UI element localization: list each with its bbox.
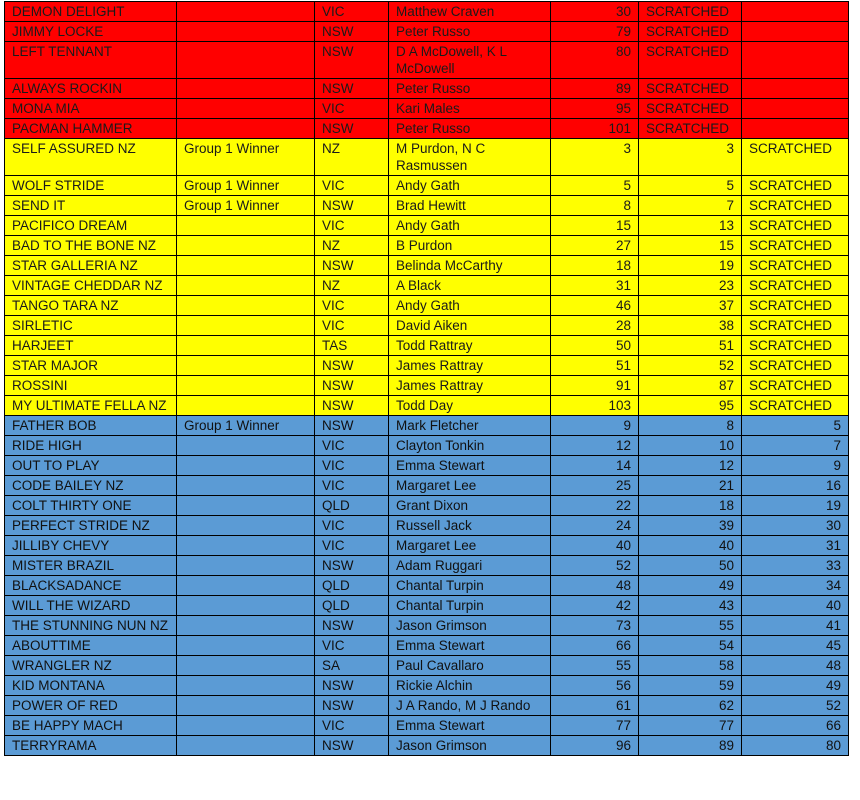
rank-3-cell: 48 [742, 656, 849, 676]
rank-1-cell: 42 [551, 596, 639, 616]
note-cell [177, 119, 315, 139]
rank-3-cell: SCRATCHED [742, 236, 849, 256]
horse-name-cell: MISTER BRAZIL [5, 556, 177, 576]
note-cell [177, 256, 315, 276]
horse-name-cell: MONA MIA [5, 99, 177, 119]
rank-1-cell: 27 [551, 236, 639, 256]
rank-1-cell: 96 [551, 736, 639, 756]
table-row [5, 176, 849, 196]
rank-3-cell: 16 [742, 476, 849, 496]
rank-1-cell: 95 [551, 99, 639, 119]
horse-name-cell: WRANGLER NZ [5, 656, 177, 676]
rank-1-cell: 24 [551, 516, 639, 536]
trainer-cell: Adam Ruggari [389, 556, 551, 576]
horse-name-cell: PACMAN HAMMER [5, 119, 177, 139]
rank-2-cell: SCRATCHED [639, 42, 742, 79]
table-row [5, 99, 849, 119]
note-cell [177, 656, 315, 676]
note-cell [177, 716, 315, 736]
rank-2-cell: 13 [639, 216, 742, 236]
table-row [5, 336, 849, 356]
state-cell: NSW [315, 376, 389, 396]
trainer-cell: James Rattray [389, 356, 551, 376]
rank-3-cell: SCRATCHED [742, 356, 849, 376]
trainer-cell: Russell Jack [389, 516, 551, 536]
rank-2-cell: 8 [639, 416, 742, 436]
trainer-cell: Emma Stewart [389, 716, 551, 736]
state-cell: NSW [315, 616, 389, 636]
rank-3-cell: 33 [742, 556, 849, 576]
note-cell [177, 336, 315, 356]
table-row [5, 596, 849, 616]
horse-name-cell: PACIFICO DREAM [5, 216, 177, 236]
rank-2-cell: 52 [639, 356, 742, 376]
table-row [5, 139, 849, 176]
horse-name-cell: SEND IT [5, 196, 177, 216]
rank-2-cell: 55 [639, 616, 742, 636]
note-cell: Group 1 Winner [177, 139, 315, 176]
rank-2-cell: 89 [639, 736, 742, 756]
table-row [5, 2, 849, 22]
rank-1-cell: 66 [551, 636, 639, 656]
table-row [5, 22, 849, 42]
table-row [5, 196, 849, 216]
note-cell [177, 436, 315, 456]
state-cell: VIC [315, 476, 389, 496]
state-cell: NZ [315, 139, 389, 176]
horse-name-cell: CODE BAILEY NZ [5, 476, 177, 496]
rank-1-cell: 50 [551, 336, 639, 356]
rank-3-cell: SCRATCHED [742, 176, 849, 196]
horse-name-cell: COLT THIRTY ONE [5, 496, 177, 516]
note-cell [177, 42, 315, 79]
state-cell: VIC [315, 456, 389, 476]
rank-1-cell: 55 [551, 656, 639, 676]
state-cell: QLD [315, 596, 389, 616]
horse-name-cell: ALWAYS ROCKIN [5, 79, 177, 99]
rank-1-cell: 73 [551, 616, 639, 636]
table-row [5, 296, 849, 316]
note-cell [177, 636, 315, 656]
rank-2-cell: 5 [639, 176, 742, 196]
trainer-cell: Peter Russo [389, 119, 551, 139]
rank-1-cell: 30 [551, 2, 639, 22]
rank-1-cell: 14 [551, 456, 639, 476]
rank-2-cell: 18 [639, 496, 742, 516]
rank-1-cell: 25 [551, 476, 639, 496]
rank-1-cell: 40 [551, 536, 639, 556]
state-cell: NSW [315, 42, 389, 79]
horse-name-cell: OUT TO PLAY [5, 456, 177, 476]
note-cell [177, 99, 315, 119]
note-cell [177, 316, 315, 336]
rank-2-cell: 7 [639, 196, 742, 216]
table-row [5, 436, 849, 456]
note-cell [177, 516, 315, 536]
horse-name-cell: JILLIBY CHEVY [5, 536, 177, 556]
rank-3-cell: 80 [742, 736, 849, 756]
trainer-cell: Grant Dixon [389, 496, 551, 516]
rank-3-cell: SCRATCHED [742, 276, 849, 296]
horse-name-cell: BE HAPPY MACH [5, 716, 177, 736]
horse-name-cell: VINTAGE CHEDDAR NZ [5, 276, 177, 296]
horse-name-cell: STAR GALLERIA NZ [5, 256, 177, 276]
rank-1-cell: 91 [551, 376, 639, 396]
state-cell: NSW [315, 676, 389, 696]
state-cell: SA [315, 656, 389, 676]
trainer-cell: D A McDowell, K L McDowell [389, 42, 551, 79]
note-cell [177, 216, 315, 236]
rank-2-cell: 59 [639, 676, 742, 696]
rank-1-cell: 28 [551, 316, 639, 336]
rank-3-cell: SCRATCHED [742, 316, 849, 336]
table-row [5, 356, 849, 376]
note-cell [177, 376, 315, 396]
note-cell [177, 576, 315, 596]
table-row [5, 516, 849, 536]
rank-3-cell: SCRATCHED [742, 256, 849, 276]
rank-2-cell: 10 [639, 436, 742, 456]
rank-2-cell: SCRATCHED [639, 99, 742, 119]
trainer-cell: Andy Gath [389, 296, 551, 316]
state-cell: NSW [315, 119, 389, 139]
rank-1-cell: 5 [551, 176, 639, 196]
horse-name-cell: ROSSINI [5, 376, 177, 396]
rank-3-cell: 52 [742, 696, 849, 716]
rank-1-cell: 79 [551, 22, 639, 42]
rank-1-cell: 103 [551, 396, 639, 416]
trainer-cell: David Aiken [389, 316, 551, 336]
state-cell: NSW [315, 416, 389, 436]
trainer-cell: Jason Grimson [389, 736, 551, 756]
state-cell: NSW [315, 556, 389, 576]
rank-1-cell: 3 [551, 139, 639, 176]
note-cell [177, 456, 315, 476]
rank-3-cell [742, 79, 849, 99]
table-row [5, 256, 849, 276]
state-cell: NSW [315, 736, 389, 756]
note-cell [177, 476, 315, 496]
rank-1-cell: 61 [551, 696, 639, 716]
state-cell: VIC [315, 536, 389, 556]
state-cell: VIC [315, 636, 389, 656]
note-cell: Group 1 Winner [177, 196, 315, 216]
trainer-cell: Emma Stewart [389, 456, 551, 476]
rank-2-cell: SCRATCHED [639, 119, 742, 139]
note-cell: Group 1 Winner [177, 176, 315, 196]
rank-3-cell [742, 42, 849, 79]
rank-2-cell: 37 [639, 296, 742, 316]
rank-1-cell: 9 [551, 416, 639, 436]
rank-3-cell: SCRATCHED [742, 396, 849, 416]
table-row [5, 636, 849, 656]
state-cell: VIC [315, 176, 389, 196]
table-row [5, 236, 849, 256]
rank-2-cell: 49 [639, 576, 742, 596]
rank-2-cell: 58 [639, 656, 742, 676]
state-cell: VIC [315, 216, 389, 236]
table-row [5, 536, 849, 556]
note-cell [177, 596, 315, 616]
horse-name-cell: SIRLETIC [5, 316, 177, 336]
horse-name-cell: WILL THE WIZARD [5, 596, 177, 616]
table-row [5, 556, 849, 576]
trainer-cell: Emma Stewart [389, 636, 551, 656]
trainer-cell: Chantal Turpin [389, 596, 551, 616]
table-row [5, 736, 849, 756]
table-row [5, 416, 849, 436]
rank-2-cell: SCRATCHED [639, 2, 742, 22]
horse-name-cell: THE STUNNING NUN NZ [5, 616, 177, 636]
state-cell: NZ [315, 276, 389, 296]
rank-1-cell: 31 [551, 276, 639, 296]
note-cell [177, 556, 315, 576]
rank-3-cell: SCRATCHED [742, 216, 849, 236]
rank-1-cell: 77 [551, 716, 639, 736]
rank-3-cell: 49 [742, 676, 849, 696]
table-row [5, 476, 849, 496]
note-cell [177, 2, 315, 22]
table-row [5, 496, 849, 516]
state-cell: VIC [315, 296, 389, 316]
rank-3-cell: 40 [742, 596, 849, 616]
rank-1-cell: 18 [551, 256, 639, 276]
rank-3-cell: SCRATCHED [742, 296, 849, 316]
rank-2-cell: 19 [639, 256, 742, 276]
rank-2-cell: 87 [639, 376, 742, 396]
note-cell [177, 276, 315, 296]
rank-3-cell: 5 [742, 416, 849, 436]
horse-name-cell: LEFT TENNANT [5, 42, 177, 79]
state-cell: VIC [315, 316, 389, 336]
rank-3-cell: SCRATCHED [742, 196, 849, 216]
rank-3-cell: 30 [742, 516, 849, 536]
rank-3-cell [742, 2, 849, 22]
trainer-cell: Peter Russo [389, 22, 551, 42]
note-cell [177, 536, 315, 556]
trainer-cell: Kari Males [389, 99, 551, 119]
horse-name-cell: POWER OF RED [5, 696, 177, 716]
note-cell [177, 22, 315, 42]
state-cell: QLD [315, 496, 389, 516]
trainer-cell: A Black [389, 276, 551, 296]
trainer-cell: Margaret Lee [389, 536, 551, 556]
rank-2-cell: 40 [639, 536, 742, 556]
trainer-cell: B Purdon [389, 236, 551, 256]
table-row [5, 119, 849, 139]
table-row [5, 616, 849, 636]
trainer-cell: Peter Russo [389, 79, 551, 99]
state-cell: VIC [315, 436, 389, 456]
note-cell [177, 496, 315, 516]
rank-1-cell: 80 [551, 42, 639, 79]
table-row [5, 79, 849, 99]
rank-2-cell: 51 [639, 336, 742, 356]
note-cell [177, 236, 315, 256]
horse-name-cell: TANGO TARA NZ [5, 296, 177, 316]
trainer-cell: James Rattray [389, 376, 551, 396]
rank-3-cell [742, 99, 849, 119]
horse-name-cell: MY ULTIMATE FELLA NZ [5, 396, 177, 416]
trainer-cell: Matthew Craven [389, 2, 551, 22]
state-cell: NSW [315, 79, 389, 99]
state-cell: VIC [315, 716, 389, 736]
trainer-cell: Mark Fletcher [389, 416, 551, 436]
trainer-cell: Paul Cavallaro [389, 656, 551, 676]
horse-name-cell: ABOUTTIME [5, 636, 177, 656]
rank-3-cell: 45 [742, 636, 849, 656]
note-cell: Group 1 Winner [177, 416, 315, 436]
rank-3-cell: 34 [742, 576, 849, 596]
rank-3-cell: SCRATCHED [742, 336, 849, 356]
note-cell [177, 79, 315, 99]
rank-3-cell: 9 [742, 456, 849, 476]
rank-2-cell: 39 [639, 516, 742, 536]
horse-name-cell: WOLF STRIDE [5, 176, 177, 196]
rank-3-cell: 31 [742, 536, 849, 556]
rank-3-cell: 7 [742, 436, 849, 456]
state-cell: NSW [315, 22, 389, 42]
state-cell: NZ [315, 236, 389, 256]
rank-1-cell: 22 [551, 496, 639, 516]
rank-3-cell: SCRATCHED [742, 376, 849, 396]
rank-2-cell: 43 [639, 596, 742, 616]
entries-table [4, 1, 849, 756]
table-row [5, 376, 849, 396]
note-cell [177, 616, 315, 636]
horse-name-cell: KID MONTANA [5, 676, 177, 696]
trainer-cell: M Purdon, N C Rasmussen [389, 139, 551, 176]
note-cell [177, 696, 315, 716]
trainer-cell: Jason Grimson [389, 616, 551, 636]
state-cell: VIC [315, 99, 389, 119]
rank-2-cell: 62 [639, 696, 742, 716]
rank-3-cell: SCRATCHED [742, 139, 849, 176]
rank-1-cell: 52 [551, 556, 639, 576]
horse-name-cell: JIMMY LOCKE [5, 22, 177, 42]
trainer-cell: Andy Gath [389, 216, 551, 236]
horse-name-cell: HARJEET [5, 336, 177, 356]
table-row [5, 656, 849, 676]
horse-name-cell: DEMON DELIGHT [5, 2, 177, 22]
note-cell [177, 676, 315, 696]
note-cell [177, 296, 315, 316]
state-cell: NSW [315, 196, 389, 216]
rank-2-cell: SCRATCHED [639, 79, 742, 99]
rank-3-cell: 41 [742, 616, 849, 636]
rank-3-cell: 66 [742, 716, 849, 736]
note-cell [177, 356, 315, 376]
trainer-cell: Rickie Alchin [389, 676, 551, 696]
rank-2-cell: 21 [639, 476, 742, 496]
rank-1-cell: 15 [551, 216, 639, 236]
table-row [5, 396, 849, 416]
state-cell: TAS [315, 336, 389, 356]
horse-name-cell: RIDE HIGH [5, 436, 177, 456]
rank-2-cell: 95 [639, 396, 742, 416]
trainer-cell: Clayton Tonkin [389, 436, 551, 456]
note-cell [177, 396, 315, 416]
rank-2-cell: 15 [639, 236, 742, 256]
rank-2-cell: 3 [639, 139, 742, 176]
horse-name-cell: PERFECT STRIDE NZ [5, 516, 177, 536]
table-row [5, 716, 849, 736]
rank-1-cell: 48 [551, 576, 639, 596]
rank-1-cell: 56 [551, 676, 639, 696]
state-cell: NSW [315, 356, 389, 376]
table-row [5, 456, 849, 476]
table-row [5, 216, 849, 236]
rank-1-cell: 12 [551, 436, 639, 456]
rank-2-cell: 12 [639, 456, 742, 476]
rank-1-cell: 101 [551, 119, 639, 139]
state-cell: NSW [315, 256, 389, 276]
rank-2-cell: 54 [639, 636, 742, 656]
rank-2-cell: 23 [639, 276, 742, 296]
state-cell: NSW [315, 696, 389, 716]
horse-name-cell: SELF ASSURED NZ [5, 139, 177, 176]
state-cell: QLD [315, 576, 389, 596]
horse-name-cell: BAD TO THE BONE NZ [5, 236, 177, 256]
state-cell: VIC [315, 516, 389, 536]
table-row [5, 276, 849, 296]
table-row [5, 676, 849, 696]
horse-name-cell: FATHER BOB [5, 416, 177, 436]
rank-2-cell: 77 [639, 716, 742, 736]
rank-2-cell: 50 [639, 556, 742, 576]
horse-name-cell: BLACKSADANCE [5, 576, 177, 596]
trainer-cell: J A Rando, M J Rando [389, 696, 551, 716]
table-row [5, 576, 849, 596]
rank-2-cell: SCRATCHED [639, 22, 742, 42]
horse-name-cell: TERRYRAMA [5, 736, 177, 756]
table-row [5, 316, 849, 336]
rank-3-cell: 19 [742, 496, 849, 516]
trainer-cell: Todd Day [389, 396, 551, 416]
state-cell: VIC [315, 2, 389, 22]
horse-name-cell: STAR MAJOR [5, 356, 177, 376]
rank-3-cell [742, 119, 849, 139]
trainer-cell: Brad Hewitt [389, 196, 551, 216]
rank-1-cell: 8 [551, 196, 639, 216]
trainer-cell: Chantal Turpin [389, 576, 551, 596]
trainer-cell: Andy Gath [389, 176, 551, 196]
trainer-cell: Margaret Lee [389, 476, 551, 496]
state-cell: NSW [315, 396, 389, 416]
rank-1-cell: 46 [551, 296, 639, 316]
table-row [5, 696, 849, 716]
rank-3-cell [742, 22, 849, 42]
trainer-cell: Belinda McCarthy [389, 256, 551, 276]
rank-2-cell: 38 [639, 316, 742, 336]
note-cell [177, 736, 315, 756]
rank-1-cell: 51 [551, 356, 639, 376]
table-row [5, 42, 849, 79]
rank-1-cell: 89 [551, 79, 639, 99]
trainer-cell: Todd Rattray [389, 336, 551, 356]
